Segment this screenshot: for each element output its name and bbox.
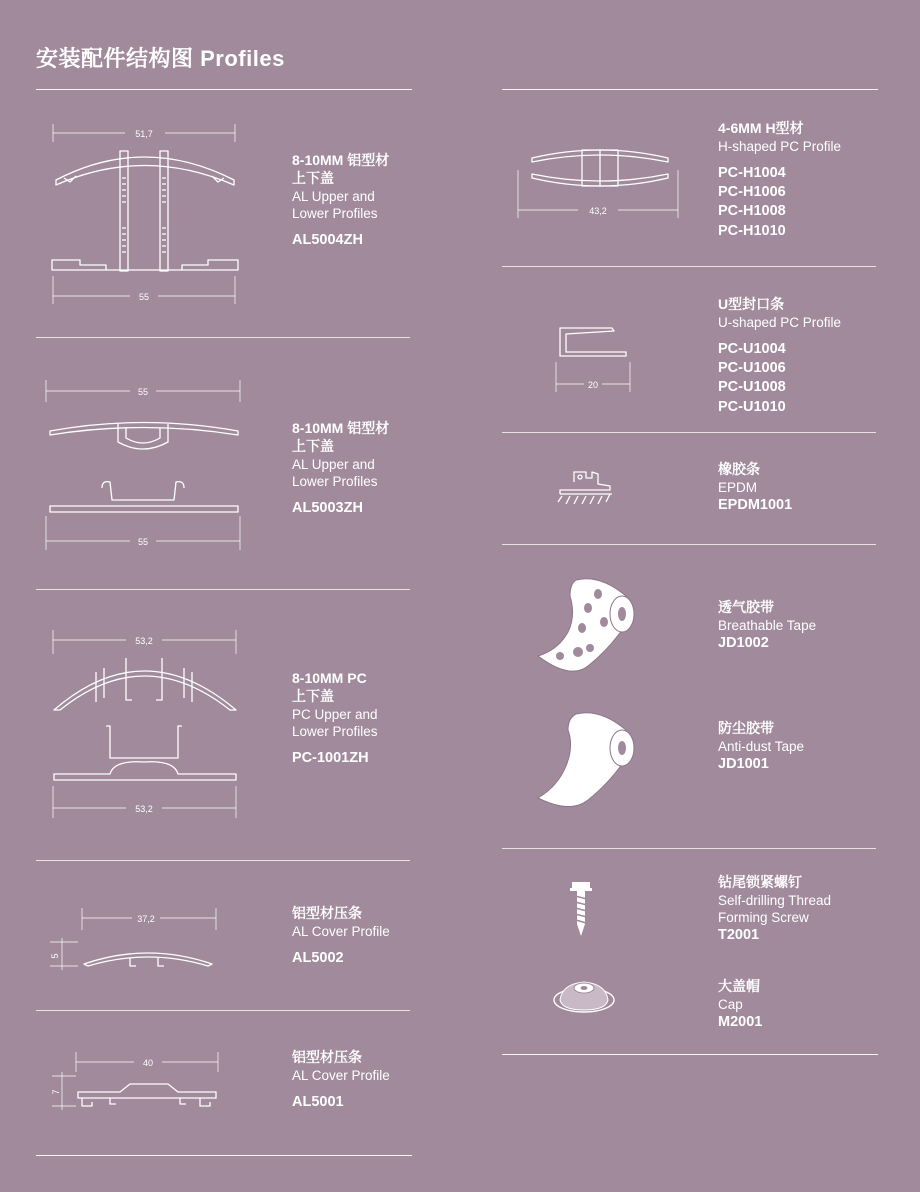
- item-code: PC-U1010: [718, 398, 786, 415]
- dimension-label: 40: [142, 1058, 154, 1068]
- item-title-cn: 防尘胶带: [718, 720, 774, 736]
- divider: [502, 848, 876, 849]
- item-title-en: Self-drilling Thread: [718, 892, 832, 908]
- item-cap: [718, 978, 762, 1032]
- item-code: AL5001: [292, 1094, 344, 1111]
- pc1001zh-drawing: [40, 628, 250, 824]
- item-title-cn: 大盖帽: [718, 978, 760, 994]
- breathable-tape-icon: [530, 572, 640, 682]
- divider: [502, 432, 876, 433]
- item-title-en: AL Upper and: [292, 456, 375, 472]
- screw-icon: [568, 880, 594, 938]
- h-profile-drawing: [508, 140, 688, 224]
- dimension-label: 43,2: [589, 206, 607, 216]
- item-code: EPDM1001: [718, 497, 793, 514]
- item-al5002: [292, 905, 390, 968]
- divider: [36, 1155, 412, 1156]
- item-screw: [718, 874, 831, 945]
- dimension-label: 55: [137, 537, 149, 547]
- item-h-profile: [718, 120, 841, 241]
- item-title-en: Cap: [718, 996, 743, 1012]
- item-title-en: EPDM: [718, 479, 758, 495]
- item-pc1001zh: [292, 670, 378, 768]
- item-code: PC-H1010: [718, 222, 786, 239]
- item-code: PC-H1006: [718, 184, 786, 201]
- item-title-cn: 铝型材压条: [292, 905, 362, 921]
- item-title-en: PC Upper and: [292, 706, 378, 722]
- item-title-cn: 铝型材压条: [292, 1049, 362, 1065]
- al5003zh-drawing: [40, 376, 250, 556]
- divider: [36, 1010, 410, 1011]
- item-code: AL5003ZH: [292, 500, 363, 517]
- item-title-en: AL Cover Profile: [292, 1067, 390, 1083]
- divider: [36, 589, 410, 590]
- item-code: PC-1001ZH: [292, 750, 369, 767]
- dimension-label: 55: [137, 387, 149, 397]
- page-title: 安装配件结构图 Profiles: [36, 46, 285, 71]
- item-epdm: [718, 461, 792, 515]
- dimension-label: 53,2: [135, 636, 153, 646]
- divider: [36, 860, 410, 861]
- item-title-en-2: Forming Screw: [718, 910, 809, 926]
- item-code: PC-U1006: [718, 360, 786, 377]
- item-title-cn: 透气胶带: [718, 599, 774, 615]
- item-code: PC-H1008: [718, 203, 786, 220]
- u-profile-drawing: [550, 318, 646, 394]
- item-code: PC-U1004: [718, 341, 786, 358]
- item-u-profile: [718, 296, 841, 417]
- item-al5004zh: [292, 152, 389, 250]
- item-code: M2001: [718, 1014, 763, 1031]
- dimension-label: 37,2: [137, 914, 155, 924]
- item-title-en: Anti-dust Tape: [718, 738, 805, 754]
- divider: [36, 337, 410, 338]
- divider: [502, 266, 876, 267]
- item-al5001: [292, 1049, 390, 1112]
- item-title-en: Breathable Tape: [718, 617, 817, 633]
- item-title-cn: 8-10MM 铝型材: [292, 152, 390, 168]
- item-title-cn: 8-10MM PC: [292, 670, 367, 686]
- dimension-label: 53,2: [135, 804, 153, 814]
- item-anti-dust-tape: [718, 720, 804, 774]
- item-code: JD1002: [718, 635, 769, 652]
- divider: [36, 89, 412, 90]
- item-title-cn-2: 上下盖: [292, 687, 334, 704]
- dimension-label: 7: [51, 1089, 61, 1095]
- dimension-label: 5: [50, 953, 60, 959]
- item-title-cn: U型封口条: [718, 296, 785, 312]
- item-al5003zh: [292, 420, 389, 518]
- item-title-cn-2: 上下盖: [292, 169, 334, 186]
- item-breathable-tape: [718, 599, 816, 653]
- anti-dust-tape-icon: [530, 706, 640, 816]
- item-title-en: AL Upper and: [292, 188, 375, 204]
- item-title-cn: 4-6MM H型材: [718, 120, 804, 136]
- divider: [502, 89, 878, 90]
- item-title-en-2: Lower Profiles: [292, 206, 378, 222]
- item-code: AL5002: [292, 950, 344, 967]
- al5001-drawing: [50, 1050, 230, 1114]
- item-code: PC-U1008: [718, 379, 786, 396]
- dimension-label: 51,7: [135, 129, 153, 139]
- item-title-cn: 8-10MM 铝型材: [292, 420, 390, 436]
- item-title-cn-2: 上下盖: [292, 437, 334, 454]
- epdm-strip-icon: [552, 466, 616, 510]
- divider: [502, 544, 876, 545]
- dimension-label: 20: [587, 380, 599, 390]
- dimension-label: 55: [138, 292, 150, 302]
- item-title-en: AL Cover Profile: [292, 923, 390, 939]
- item-code: AL5004ZH: [292, 232, 363, 249]
- cap-icon: [550, 970, 618, 1018]
- al5002-drawing: [48, 904, 228, 976]
- item-title-en: H-shaped PC Profile: [718, 138, 842, 154]
- item-title-en-2: Lower Profiles: [292, 724, 378, 740]
- item-title-cn: 钻尾锁紧螺钉: [718, 874, 802, 890]
- item-code: JD1001: [718, 756, 769, 773]
- al5004zh-drawing: [40, 118, 250, 308]
- item-code: PC-H1004: [718, 165, 786, 182]
- item-title-en: U-shaped PC Profile: [718, 314, 842, 330]
- item-title-en-2: Lower Profiles: [292, 474, 378, 490]
- item-code: T2001: [718, 927, 760, 944]
- item-title-cn: 橡胶条: [718, 461, 760, 477]
- divider: [502, 1054, 878, 1055]
